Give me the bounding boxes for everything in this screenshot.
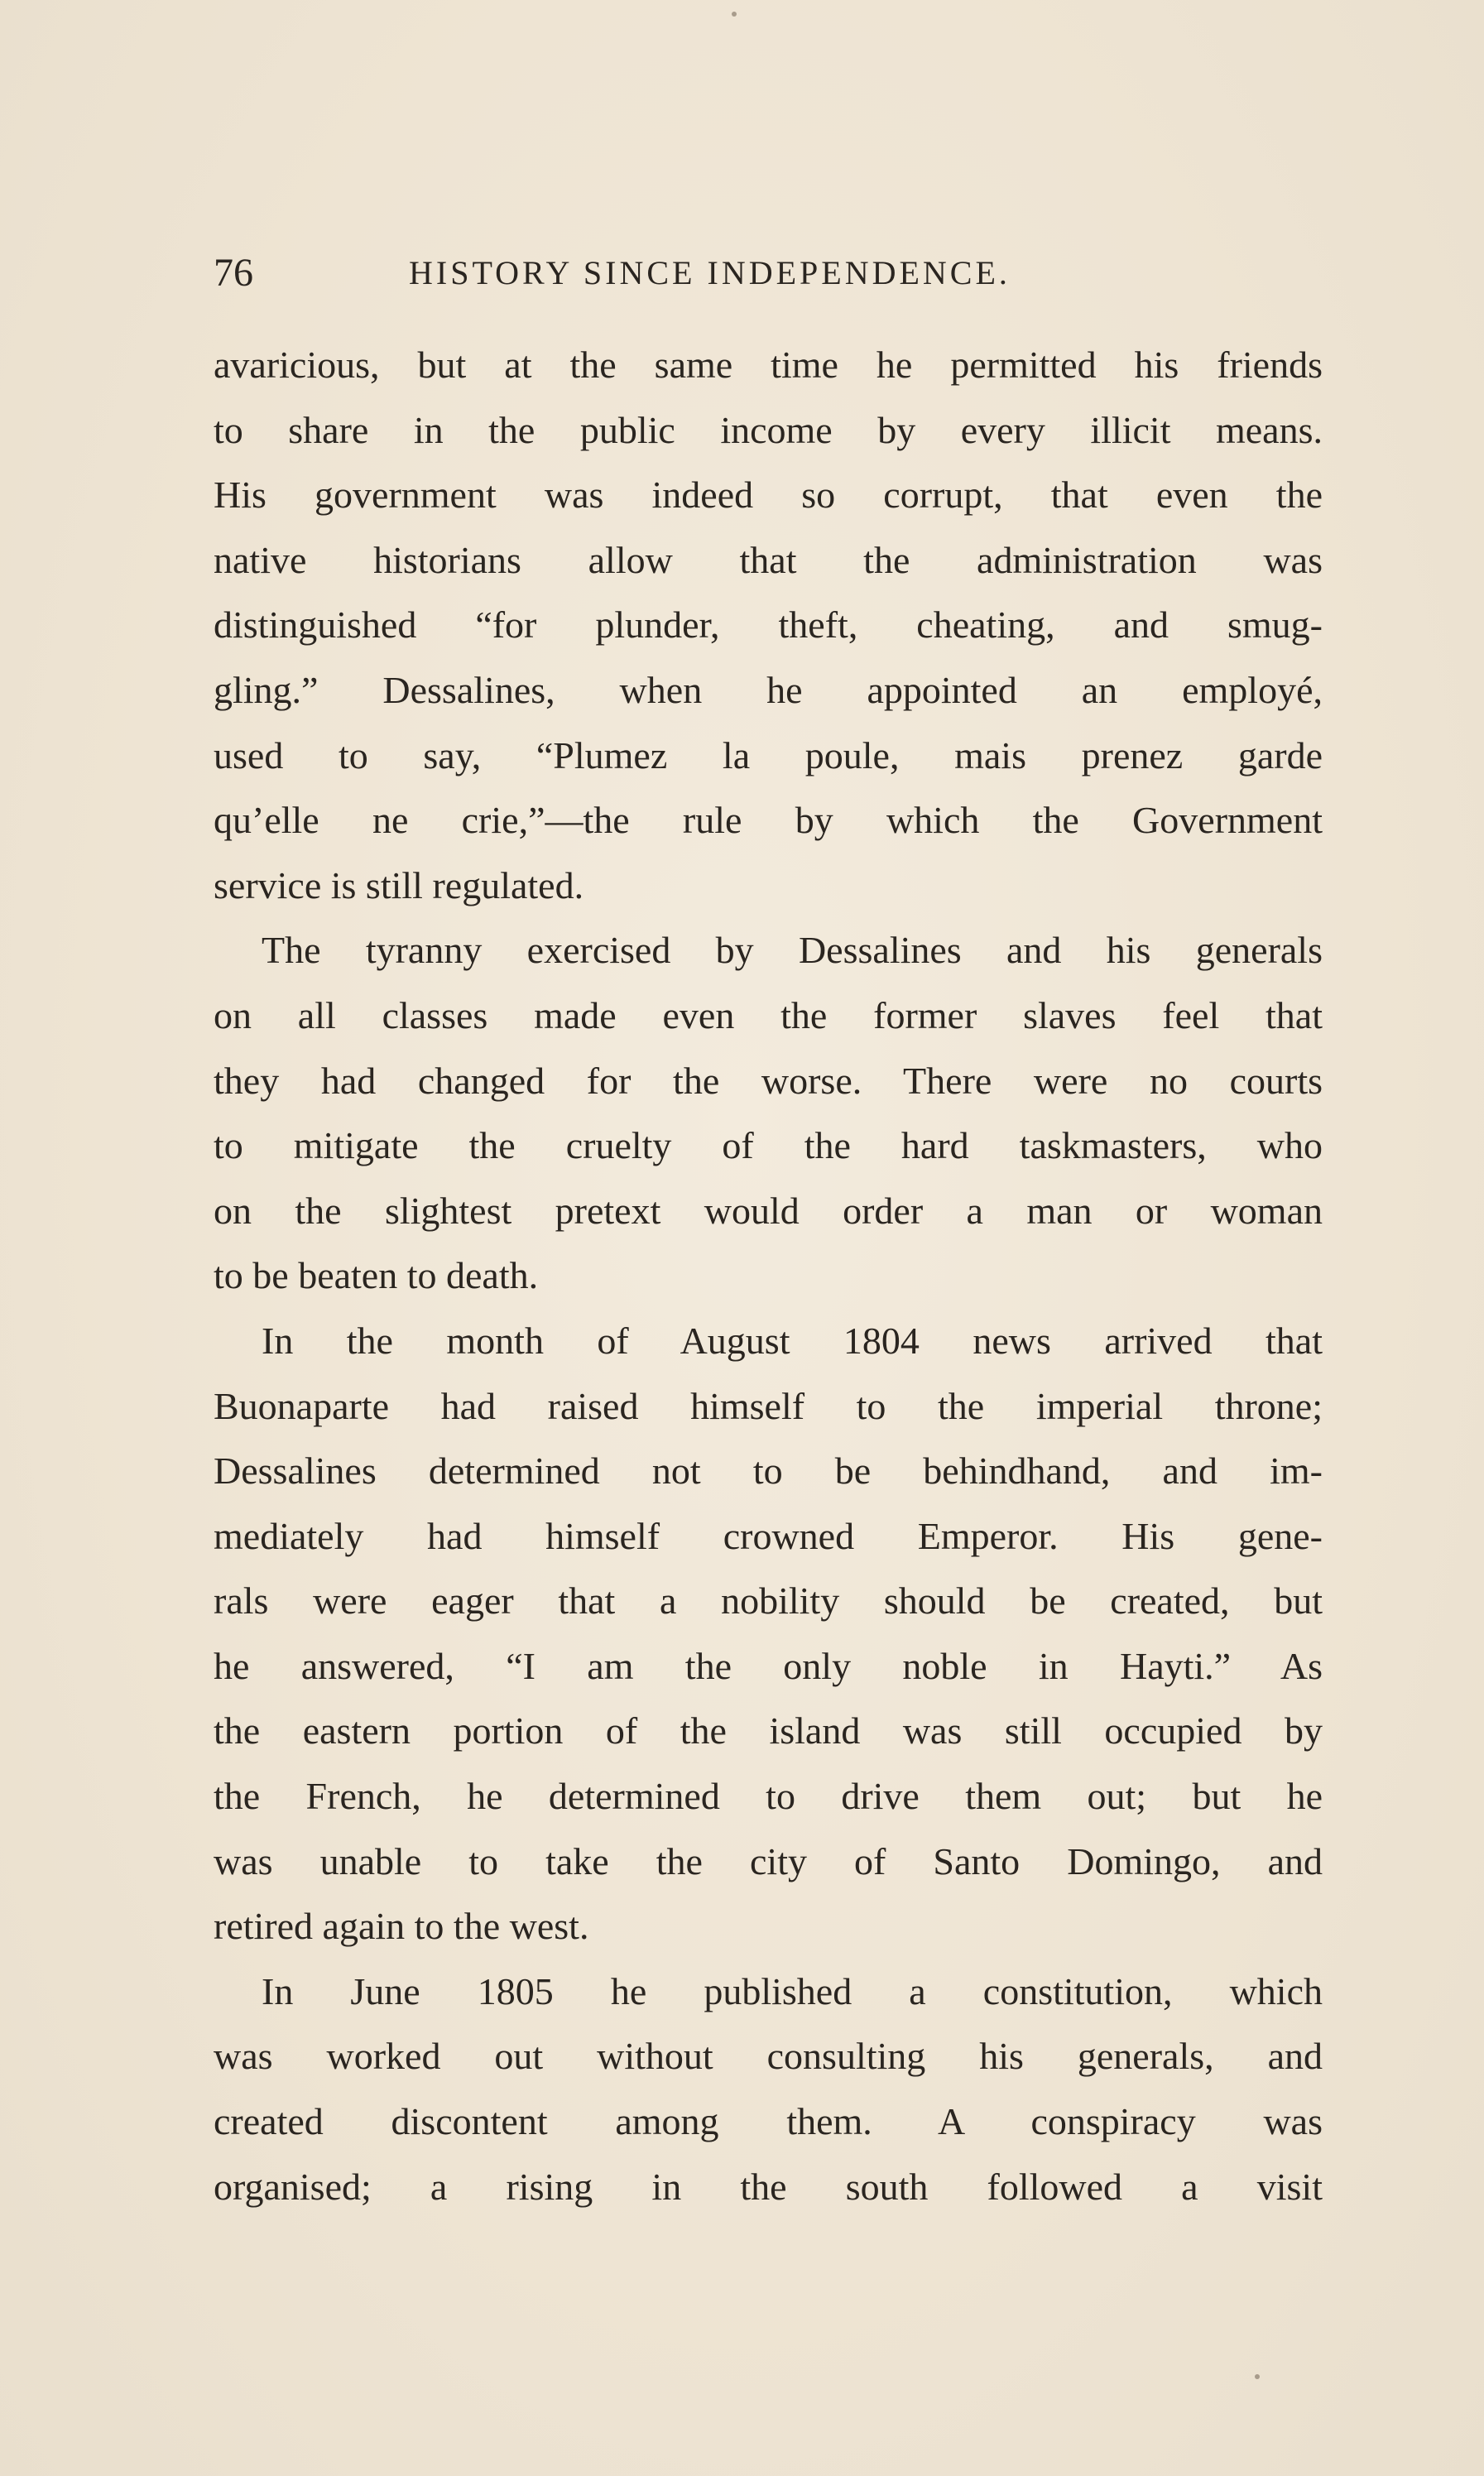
- text-line: created discontent among them. A conspiracy was: [214, 2100, 1323, 2143]
- paragraph-first-line: In the month of August 1804 news arrived that: [262, 1319, 1323, 1362]
- text-line: avaricious, but at the same time he permitted his friends: [214, 344, 1323, 386]
- text-line: to share in the public income by every illicit means.: [214, 408, 1323, 451]
- text-line: distinguished “for plunder, theft, cheating, and smug-: [214, 603, 1323, 647]
- text-line: organised; a rising in the south followed a visit: [214, 2165, 1323, 2208]
- running-head: [214, 250, 1323, 300]
- text-line: His government was indeed so corrupt, that even the: [214, 474, 1323, 517]
- text-line: Dessalines determined not to be behindhand, and im-: [214, 1450, 1323, 1493]
- text-line: to mitigate the cruelty of the hard taskmasters, who: [214, 1124, 1323, 1167]
- text-line: used to say, “Plumez la poule, mais prenez garde: [214, 733, 1323, 776]
- text-line: qu’elle ne crie,”—the rule by which the Government: [214, 799, 1323, 842]
- running-title: HISTORY SINCE INDEPENDENCE.: [409, 254, 1011, 291]
- text-line: the eastern portion of the island was still occupied by: [214, 1709, 1323, 1752]
- text-line: the French, he determined to drive them out; but he: [214, 1775, 1323, 1818]
- text-line: native historians allow that the administration was: [214, 538, 1323, 581]
- text-line: on the slightest pretext would order a man or woman: [214, 1189, 1323, 1232]
- paragraph-first-line: The tyranny exercised by Dessalines and his generals: [262, 929, 1323, 972]
- paragraph-first-line: In June 1805 he published a constitution, which: [262, 1969, 1323, 2012]
- text-line: to be beaten to death.: [214, 1254, 539, 1297]
- text-line: mediately had himself crowned Emperor. His gene-: [214, 1514, 1323, 1557]
- paper-speck: [732, 12, 737, 17]
- text-line: on all classes made even the former slaves feel that: [214, 993, 1323, 1036]
- text-line: rals were eager that a nobility should be created, but: [214, 1579, 1323, 1623]
- text-line: service is still regulated.: [214, 863, 584, 906]
- text-line: he answered, “I am the only noble in Hayti.” As: [214, 1644, 1323, 1687]
- text-line: Buonaparte had raised himself to the imperial throne;: [214, 1384, 1323, 1427]
- paper-speck: [1255, 2374, 1260, 2379]
- text-line: gling.” Dessalines, when he appointed an employé,: [214, 668, 1323, 711]
- text-line: they had changed for the worse. There were no courts: [214, 1059, 1323, 1102]
- text-line: was worked out without consulting his generals, and: [214, 2035, 1323, 2078]
- text-line: was unable to take the city of Santo Domingo, and: [214, 1839, 1323, 1882]
- text-line: retired again to the west.: [214, 1905, 589, 1948]
- page-number: 76: [214, 251, 253, 295]
- body-text: [214, 333, 1323, 2219]
